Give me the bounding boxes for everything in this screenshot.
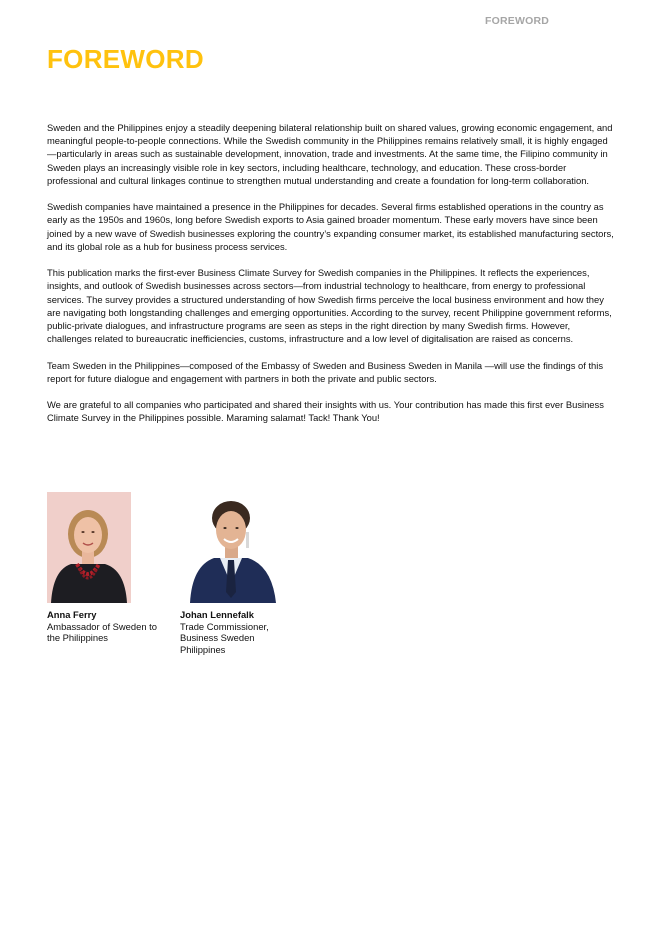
signatory-title: Ambassador of Sweden to the Philippines	[47, 620, 157, 643]
signatory-johan-lennefalk	[180, 492, 300, 655]
portrait-photo-anna-ferry	[47, 492, 131, 603]
paragraph-4: Team Sweden in the Philippines—composed of the Embassy of Sweden and Business Sweden in Manila —will use the findings of this report for future dialogue and engagement with partners in both the private and public sectors.	[47, 359, 604, 384]
signatory-name: Anna Ferry	[47, 609, 97, 620]
paragraph-2: Swedish companies have maintained a presence in the Philippines for decades. Several firms established operations in the country as early as the 1950s and 1960s, long before Swedish exports to Asia gained broader momentum. These early movers have since been joined by a new wave of Swedish businesses exploring the country’s expanding consumer market, its established manufacturing sectors, and its global role as a hub for business process services.	[47, 201, 614, 252]
signatory-title: Trade Commissioner, Business Sweden Philippines	[180, 620, 269, 655]
signatory-name: Johan Lennefalk	[180, 609, 254, 620]
page-title: FOREWORD	[47, 44, 204, 74]
paragraph-5: We are grateful to all companies who participated and shared their insights with us. Your contribution has made this first ever Business Climate Survey in the Philippines possible. Maraming salamat! Tack! Thank You!	[47, 399, 604, 424]
paragraph-1: Sweden and the Philippines enjoy a steadily deepening bilateral relationship built on shared values, growing economic engagement, and meaningful people-to-people connections. While the Swedish community in the Philippines remains relatively small, it is highly engaged—particularly in areas such as sustainable development, innovation, trade and investments. At the same time, the Filipino community in Sweden plays an increasingly visible role in key sectors, including healthcare, technology, and education. These cross-border professional and cultural linkages continue to strengthen mutual understanding and create a foundation for long-term collaboration.	[47, 122, 613, 186]
signatory-anna-ferry	[47, 492, 167, 644]
portrait-photo-johan-lennefalk	[180, 492, 290, 603]
running-header: FOREWORD	[485, 15, 550, 27]
foreword-body	[47, 121, 617, 438]
paragraph-3: This publication marks the first-ever Business Climate Survey for Swedish companies in the Philippines. It reflects the experiences, insights, and outlook of Swedish businesses across sectors—from industrial technology to healthcare, from energy to professional services. The survey provides a structured understanding of how Swedish firms perceive the local business environment and how they are navigating both longstanding challenges and emerging opportunities. According to the survey, recent Philippine government reforms, public-private dialogues, and infrastructure programs are seen as steps in the right direction by many Swedish firms. However, challenges related to bureaucratic inefficiencies, customs, infrastructure and a low level of digitalisation are raised as concerns.	[47, 267, 612, 345]
